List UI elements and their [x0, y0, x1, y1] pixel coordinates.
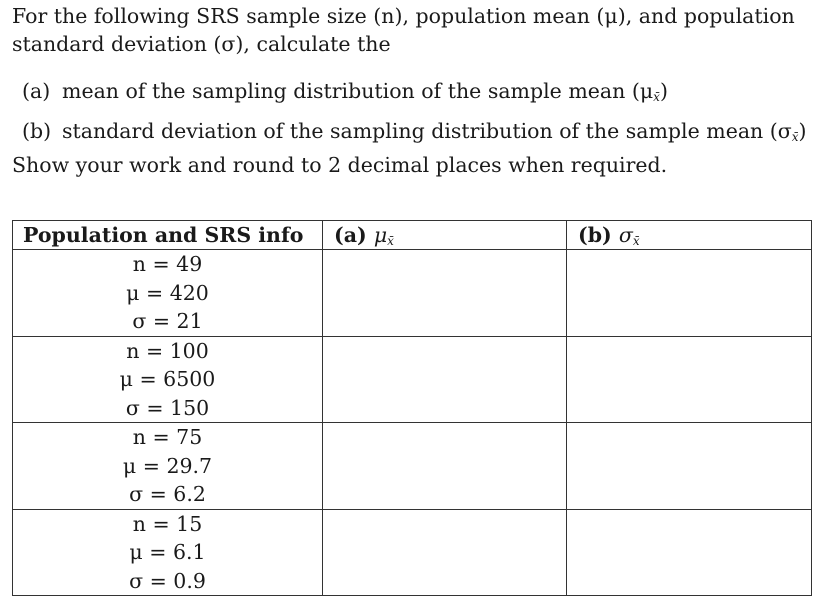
sigma-value: σ = 21 [132, 309, 203, 333]
answer-a-cell[interactable] [323, 509, 567, 596]
answer-a-cell[interactable] [323, 250, 567, 337]
part-a-letter: (a) [22, 79, 51, 103]
table-row [13, 423, 812, 510]
answer-a-cell[interactable] [323, 423, 567, 510]
mu-value: μ = 6500 [119, 367, 216, 391]
mu-value: μ = 6.1 [129, 540, 206, 564]
table-row [13, 336, 812, 423]
part-b-subscript: x̄ [791, 130, 799, 144]
population-info-cell [13, 336, 323, 423]
instructions: Show your work and round to 2 decimal places when required. [12, 153, 668, 177]
part-b [22, 114, 807, 154]
header-population-info: Population and SRS info [13, 221, 323, 250]
n-value: n = 49 [132, 252, 203, 276]
part-a [22, 74, 807, 114]
n-value: n = 100 [126, 338, 209, 363]
header-mean [323, 221, 567, 250]
answer-a-cell[interactable] [323, 336, 567, 423]
answer-b-cell[interactable] [567, 336, 812, 423]
part-a-text: mean of the sampling distribution of the sample mean (μ [62, 79, 654, 103]
header-mean-label: (a) [334, 222, 374, 247]
part-b-letter: (b) [22, 119, 52, 143]
sigma-value: σ = 0.9 [129, 568, 206, 593]
sigma-value: σ = 150 [125, 395, 210, 420]
mu-value: μ = 29.7 [122, 453, 213, 478]
table-header-row [13, 221, 812, 250]
population-info-cell [13, 250, 323, 337]
sigma-value: σ = 6.2 [129, 482, 206, 506]
n-value: n = 75 [132, 425, 203, 449]
table-row [13, 250, 812, 337]
header-mean-subscript: x̄ [387, 233, 394, 248]
header-sd-subscript: x̄ [632, 233, 640, 248]
problem-prompt: For the following SRS sample size (n), population mean (μ), and population standard deviation (σ), calculate the [12, 4, 795, 56]
n-value: n = 15 [132, 511, 203, 536]
info-table [12, 220, 812, 596]
header-sd-symbol: σ [618, 222, 633, 247]
population-info-cell [13, 423, 323, 510]
part-b-close: ) [798, 119, 807, 143]
header-sd [567, 221, 812, 250]
answer-b-cell[interactable] [567, 423, 812, 510]
part-a-subscript: x̄ [653, 90, 660, 104]
table-row [13, 509, 812, 596]
header-mean-symbol: μ [373, 222, 388, 247]
part-b-text: standard deviation of the sampling distribution of the sample mean (σ [62, 119, 792, 143]
answer-b-cell[interactable] [567, 509, 812, 596]
mu-value: μ = 420 [126, 280, 209, 305]
question-parts [22, 74, 807, 154]
answer-b-cell[interactable] [567, 250, 812, 337]
header-sd-label: (b) [578, 222, 619, 247]
part-a-close: ) [659, 79, 668, 103]
population-info-cell [13, 509, 323, 596]
